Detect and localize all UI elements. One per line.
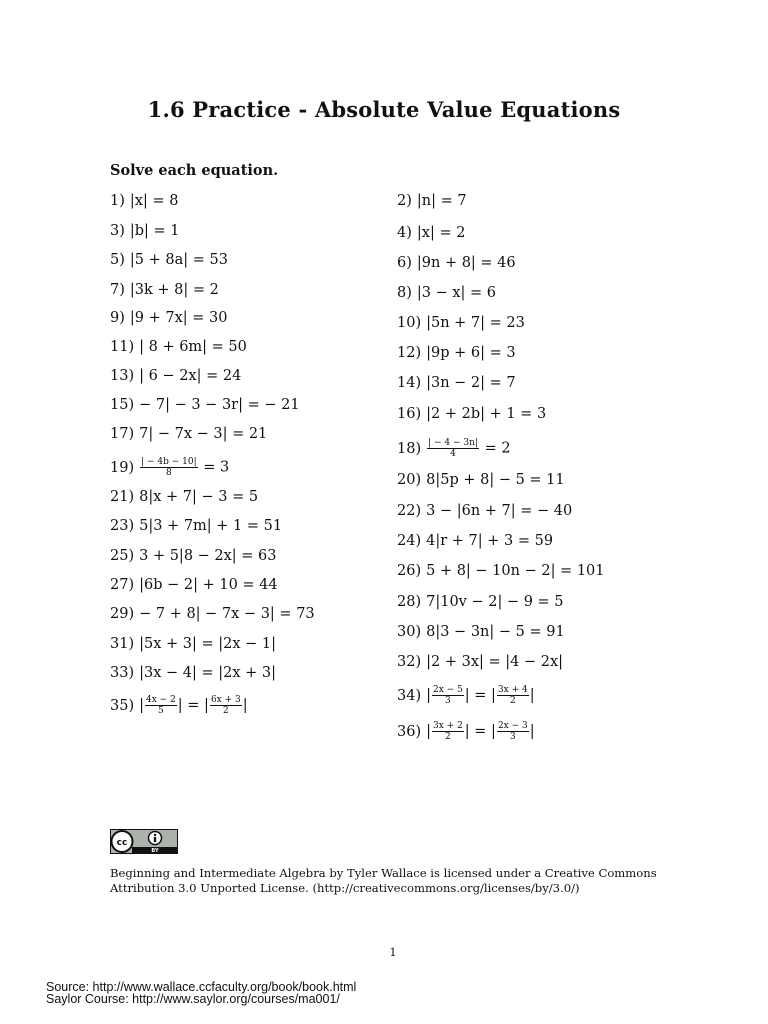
problem-equation: |3x − 4| = |2x + 3| [139,665,277,681]
problem-number: 27) [110,577,135,593]
problem-equation: |9n + 8| = 46 [416,255,516,271]
problem-number: 20) [397,472,422,488]
problem-number: 15) [110,397,135,413]
problem-26 [397,562,605,580]
problem-equation: = 3 [203,459,230,476]
problem-equation: |5x + 3| = |2x − 1| [139,636,277,652]
problem-12 [397,344,516,362]
problem-24 [397,532,553,550]
problem-number: 23) [110,518,135,534]
problem-number: 26) [397,563,422,579]
problem-equation: 7|10v − 2| − 9 = 5 [426,594,564,610]
problem-32 [397,653,563,671]
problem-5 [110,251,228,269]
problem-10 [397,314,525,332]
problem-number: 11) [110,339,135,355]
fraction-denominator: 8 [166,468,172,478]
fraction-numerator: 6x + 3 [210,695,241,705]
creative-commons-icon [110,829,178,854]
fraction [432,685,464,706]
problem-17 [110,425,267,443]
problem-number: 7) [110,282,125,298]
problem-equation: |b| = 1 [129,223,180,239]
problem-equation: |x| = 8 [129,193,179,209]
fraction [427,438,479,459]
problem-equation: |3n − 2| = 7 [426,375,516,391]
problem-equation: − 7| − 3 − 3r| = − 21 [139,397,300,413]
problem-number: 12) [397,345,422,361]
problem-number: 14) [397,375,422,391]
fraction-denominator: 2 [445,732,451,742]
problem-14 [397,374,516,392]
problem-equation: 4|r + 7| + 3 = 59 [426,533,554,549]
problem-equation: |5n + 7| = 23 [426,315,525,331]
problem-4 [397,224,465,242]
problem-number: 6) [397,255,412,271]
fraction-numerator: 2x − 3 [497,721,528,731]
problem-equation: 8|5p + 8| − 5 = 11 [426,472,565,488]
problem-equation: |9 + 7x| = 30 [129,310,228,326]
fraction-denominator: 2 [509,696,516,706]
problem-number: 30) [397,624,422,640]
problem-11 [110,338,247,356]
problem-13 [110,367,241,385]
problem-number: 25) [110,548,135,564]
problem-number: 16) [397,406,422,422]
problem-number: 33) [110,665,135,681]
problem-number: 21) [110,489,135,505]
creative-commons-badge[interactable] [110,829,178,854]
problem-8 [397,284,496,302]
problem-7 [110,281,219,299]
fraction-numerator: 3x + 2 [433,721,463,731]
problem-number: 18) [397,440,422,457]
problem-equation: 5 + 8| − 10n − 2| = 101 [426,563,605,579]
problem-number: 13) [110,368,135,384]
problem-number: 35) [110,697,135,714]
problem-15 [110,396,300,414]
problem-number: 8) [397,285,412,301]
fraction [145,695,177,716]
problem-number: 17) [110,426,135,442]
problem-27 [110,576,278,594]
source-note [46,981,356,1005]
problem-19 [110,457,229,478]
problem-number: 4) [397,225,412,241]
problem-equation: |9p + 6| = 3 [426,345,516,361]
page-number: 1 [389,946,397,959]
problem-equation: |3k + 8| = 2 [129,282,219,298]
problem-number: 31) [110,636,135,652]
problem-equation: 5|3 + 7m| + 1 = 51 [139,518,283,534]
problem-equation: |x| = 2 [416,225,466,241]
problem-number: 28) [397,594,422,610]
cc-badge-label: BY [151,848,159,854]
saylor-course-line: Saylor Course: http://www.saylor.org/courses/ma001/ [46,992,340,1006]
page-title: 1.6 Practice - Absolute Value Equations [147,97,621,122]
problem-3 [110,222,180,240]
fraction-denominator: 5 [158,706,164,716]
fraction-numerator: 2x − 5 [433,685,463,695]
source-line: Source: http://www.wallace.ccfaculty.org/book/book.html [46,980,357,994]
fraction-denominator: 3 [445,696,451,706]
fraction-denominator: 3 [509,732,516,742]
problem-36: 36) | $\frac{3x + 2}{2}$ | = | $\frac{2x - 3}{3}$ | [397,721,535,742]
problem-29 [110,605,315,623]
problem-number: 1) [110,193,125,209]
problem-equation: |6b − 2| + 10 = 44 [139,577,278,593]
problem-equation: | 6 − 2x| = 24 [139,368,242,384]
problem-number: 3) [110,223,125,239]
fraction-denominator: 4 [450,449,456,459]
problem-number: 9) [110,310,125,326]
problem-33 [110,664,276,682]
fraction-numerator: | − 4 − 3n| [428,438,478,448]
fraction [210,695,242,716]
fraction [497,685,529,706]
problem-number: 24) [397,533,422,549]
problem-number: 19) [110,459,135,476]
problem-equation: 7| − 7x − 3| = 21 [139,426,268,442]
problem-28 [397,593,564,611]
problem-34: 34) | $\frac{2x - 5}{3}$ | = | $\frac{3x + 4}{2}$ | [397,685,535,706]
problem-equation: 3 + 5|8 − 2x| = 63 [139,548,277,564]
problem-equation: 8|3 − 3n| − 5 = 91 [426,624,565,640]
problem-number: 10) [397,315,422,331]
problem-35: 35) | $\frac{4x - 2}{5}$ | = | $\frac{6x + 3}{2}$ | [110,695,248,716]
license-text: Beginning and Intermediate Algebra by Tyler Wallace is licensed under a Creative Commons Attribution 3.0 Unported License. (http://creativecommons.org/licenses/by/3.0/) [110,866,657,895]
svg-text:cc: cc [116,838,128,848]
fraction-numerator: 4x − 2 [146,695,176,705]
fraction [140,457,198,478]
problem-equation: |5 + 8a| = 53 [129,252,228,268]
problem-equation: |n| = 7 [416,193,467,209]
problem-number: 32) [397,654,422,670]
problem-31 [110,635,276,653]
problem-23 [110,517,282,535]
problem-number: 22) [397,503,422,519]
problem-20 [397,471,565,489]
problem-equation: |2 + 2b| + 1 = 3 [426,406,547,422]
problem-18 [397,438,511,459]
problem-equation: − 7 + 8| − 7x − 3| = 73 [139,606,315,622]
problem-25 [110,547,277,565]
problem-2 [397,192,467,210]
fraction [497,721,529,742]
problem-number: 34) [397,687,422,704]
problem-number: 29) [110,606,135,622]
problem-16 [397,405,546,423]
problem-equation: = 2 [484,440,511,457]
problem-equation: |2 + 3x| = |4 − 2x| [426,654,564,670]
fraction-denominator: 2 [222,706,229,716]
problem-number: 2) [397,193,412,209]
fraction-numerator: | − 4b − 10| [141,457,197,467]
problem-21 [110,488,258,506]
problem-equation: 3 − |6n + 7| = − 40 [426,503,573,519]
problem-equation: 8|x + 7| − 3 = 5 [139,489,259,505]
instruction-text: Solve each equation. [110,162,279,179]
problem-equation: |3 − x| = 6 [416,285,497,301]
problem-1 [110,192,178,210]
problem-6 [397,254,516,272]
fraction [432,721,464,742]
problem-22 [397,502,572,520]
problem-9 [110,309,227,327]
problem-30 [397,623,565,641]
problem-number: 5) [110,252,125,268]
problem-number: 36) [397,723,422,740]
problem-equation: | 8 + 6m| = 50 [139,339,247,355]
fraction-numerator: 3x + 4 [497,685,528,695]
